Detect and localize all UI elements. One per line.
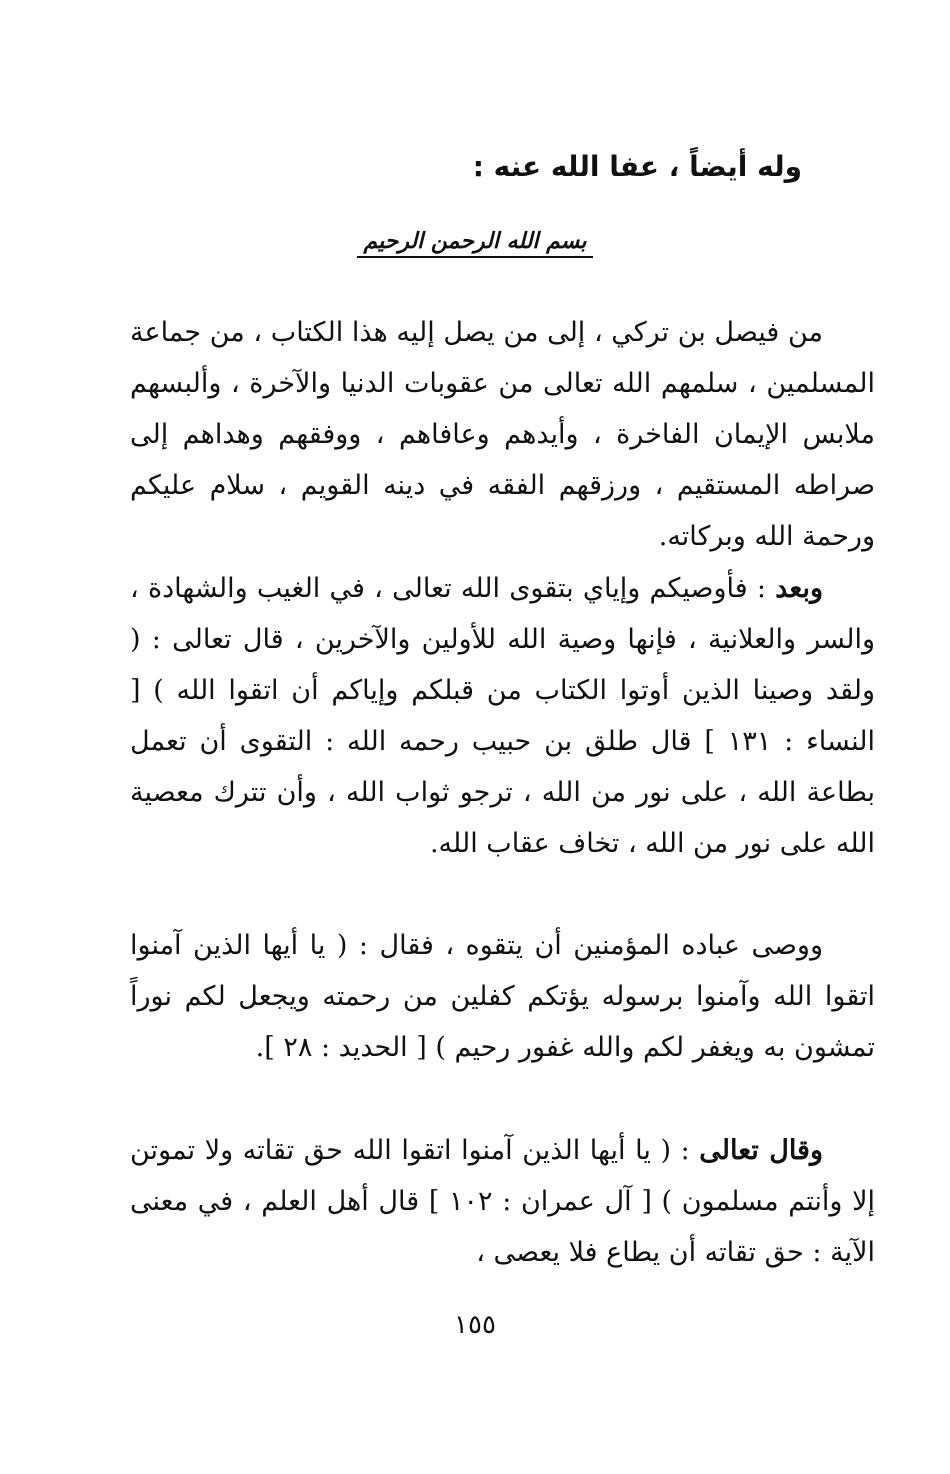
paragraph-4-text xyxy=(130,1125,875,1278)
basmala-text: بسم الله الرحمن الرحيم xyxy=(357,228,592,258)
paragraph-2-text xyxy=(130,563,875,869)
paragraph-3-body: ووصى عباده المؤمنين أن يتقوه ، فقال : ( يا أيها الذين آمنوا اتقوا الله وآمنوا برسوله يؤتكم كفلين من رحمته ويجعل لكم نوراً تمشون به ويغفر لكم والله غفور رحيم ) [ الحديد : ٢٨ ]. xyxy=(130,930,875,1063)
basmala xyxy=(0,228,950,258)
paragraph-1 xyxy=(130,307,875,562)
paragraph-4-body: : ( يا أيها الذين آمنوا اتقوا الله حق تقاته ولا تموتن إلا وأنتم مسلمون ) [ آل عمران : ١٠٢ ] قال أهل العلم ، في معنى الآية : حق تقاته أن يطاع فلا يعصى ، xyxy=(130,1135,875,1268)
paragraph-2 xyxy=(130,563,875,869)
paragraph-2-lead: وبعد xyxy=(775,573,824,604)
page-number: ١٥٥ xyxy=(454,1310,496,1340)
paragraph-3-text xyxy=(130,920,875,1073)
paragraph-4 xyxy=(130,1125,875,1278)
paragraph-2-body: : فأوصيكم وإياي بتقوى الله تعالى ، في الغيب والشهادة ، والسر والعلانية ، فإنها وصية الله للأولين والآخرين ، قال تعالى : ( ولقد وصينا الذين أوتوا الكتاب من قبلكم وإياكم أن اتقوا الله ) [ النساء : ١٣١ ] قال طلق بن حبيب رحمه الله : التقوى أن تعمل بطاعة الله ، على نور من الله ، ترجو ثواب الله ، وأن تترك معصية الله على نور من الله ، تخاف عقاب الله. xyxy=(130,573,875,859)
paragraph-1-body: من فيصل بن تركي ، إلى من يصل إليه هذا الكتاب ، من جماعة المسلمين ، سلمهم الله تعالى من عقوبات الدنيا والآخرة ، وألبسهم ملابس الإيمان الفاخرة ، وأيدهم وعافاهم ، ووفقهم وهداهم إلى صراطه المستقيم ، ورزقهم الفقه في دينه القويم ، سلام عليكم ورحمة الله وبركاته. xyxy=(130,317,875,552)
paragraph-4-lead: وقال تعالى xyxy=(699,1135,824,1166)
section-heading: وله أيضاً ، عفا الله عنه : xyxy=(472,150,802,183)
paragraph-3 xyxy=(130,920,875,1073)
paragraph-1-text xyxy=(130,307,875,562)
